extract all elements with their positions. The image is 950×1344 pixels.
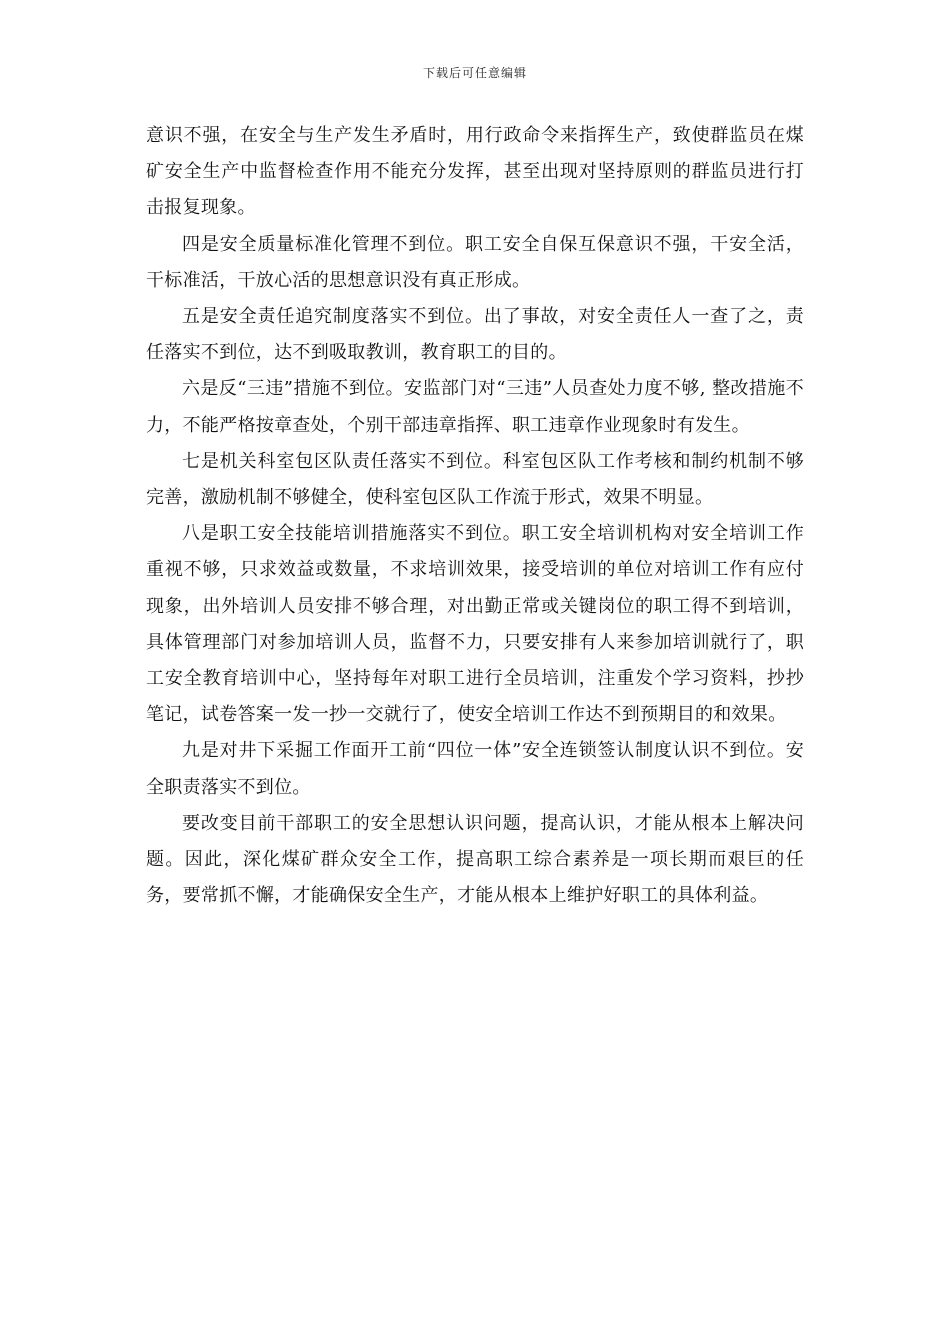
paragraph-point-nine: 九是对井下采掘工作面开工前“四位一体”安全连锁签认制度认识不到位。安全职责落实不到位。 (146, 740, 804, 798)
paragraph-point-seven: 七是机关科室包区队责任落实不到位。科室包区队工作考核和制约机制不够完善，激励机制不够健全，使科室包区队工作流于形式，效果不明显。 (146, 450, 804, 509)
page-header: 下载后可任意编辑 (422, 66, 527, 80)
paragraph-point-four: 四是安全质量标准化管理不到位。职工安全自保互保意识不强，干安全活，干标准活，干放心活的思想意识没有真正形成。 (146, 233, 804, 291)
document-body (146, 118, 804, 914)
paragraph-point-six: 六是反“三违”措施不到位。安监部门对“三违”人员查处力度不够, 整改措施不力，不能严格按章查处，个别干部违章指挥、职工违章作业现象时有发生。 (146, 378, 804, 436)
paragraph-conclusion: 要改变目前干部职工的安全思想认识问题，提高认识，才能从根本上解决问题。因此，深化煤矿群众安全工作，提高职工综合素养是一项长期而艰巨的任务，要常抓不懈，才能确保安全生产，才能从根本上维护好职工的具体利益。 (146, 812, 804, 907)
paragraph-continuation: 意识不强，在安全与生产发生矛盾时，用行政命令来指挥生产，致使群监员在煤矿安全生产中监督检查作用不能充分发挥，甚至出现对坚持原则的群监员进行打击报复现象。 (146, 125, 804, 219)
paragraph-point-eight: 八是职工安全技能培训措施落实不到位。职工安全培训机构对安全培训工作重视不够，只求效益或数量，不求培训效果，接受培训的单位对培训工作有应付现象，出外培训人员安排不够合理，对出勤正常或关键岗位的职工得不到培训，具体管理部门对参加培训人员，监督不力，只要安排有人来参加培训就行了，职工安全教育培训中心，坚持每年对职工进行全员培训，注重发个学习资料，抄抄笔记，试卷答案一发一抄一交就行了，使安全培训工作达不到预期目的和效果。 (146, 523, 804, 726)
paragraph-point-five: 五是安全责任追究制度落实不到位。出了事故，对安全责任人一查了之，责任落实不到位，达不到吸取教训，教育职工的目的。 (146, 306, 804, 364)
